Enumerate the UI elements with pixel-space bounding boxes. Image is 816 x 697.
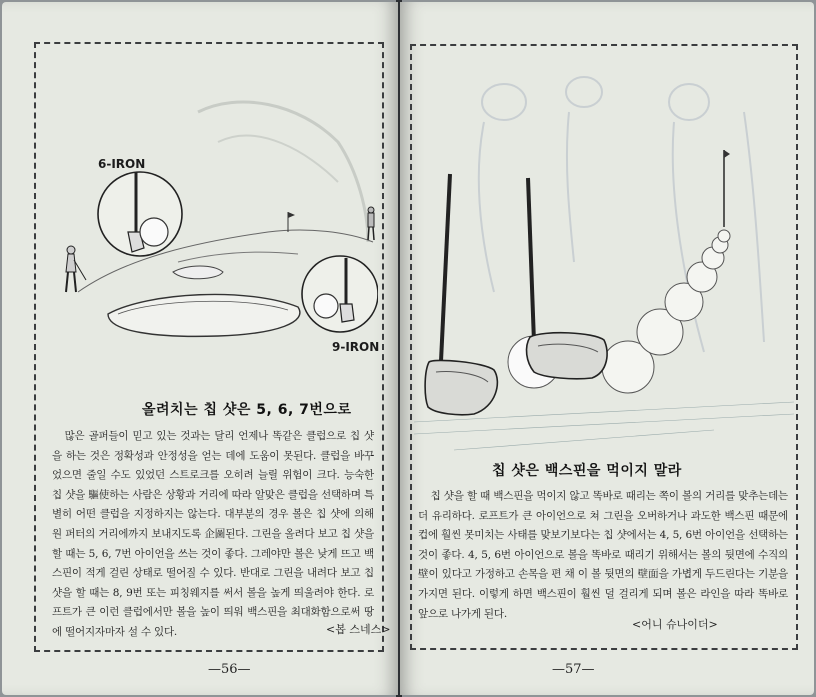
six-iron-inset bbox=[98, 172, 182, 256]
left-heading: 올려치는 칩 샷은 5, 6, 7번으로 bbox=[142, 402, 352, 418]
left-page bbox=[2, 2, 398, 695]
six-iron-label: 6-IRON bbox=[98, 157, 146, 171]
irons-and-balls-illustration bbox=[414, 62, 794, 462]
golfer-left bbox=[66, 246, 86, 292]
iron-club-2 bbox=[527, 178, 608, 379]
right-page-number: —57— bbox=[552, 662, 595, 677]
left-source: <봅 스네스> bbox=[326, 623, 391, 636]
left-page-number: —56— bbox=[208, 662, 251, 677]
right-source: <어니 슈나이더> bbox=[632, 618, 718, 631]
chip-shot-illustration bbox=[38, 82, 378, 372]
right-heading: 칩 샷은 백스핀을 먹이지 말라 bbox=[492, 463, 682, 479]
iron-club-1 bbox=[425, 174, 497, 415]
left-body-text: 많은 골퍼들이 믿고 있는 것과는 달리 언제나 똑같은 클럽으로 칩 샷을 하는 것은 정확성과 안정성을 얻는 데에 도움이 못된다. 클럽을 바꾸었으면 줄일 수도 있었던 스트로크를 오히려 늘릴 위험이 크다. 능숙한 칩 샷을 驅使하는 사람은 상황과 거리에 따라 알맞은 클럽을 선택하며 특별히 어떤 클럽을 지정하지는 않는다. 대부분의 경우 볼은 칩 샷에 의해 원 퍼터의 거리에까지 보내지도록 企圖된다. 그린을 올려다 보고 칩 샷을 할 때는 5, 6, 7번 아이언을 쓰는 것이 좋다. 그레야만 볼은 낮게 뜨고 백스핀이 적게 걸린 상태로 떨어질 수 있다. 반대로 그린을 내려다 보고 칩 샷을 할 때는 8, 9번 또는 피칭웨지를 써서 볼을 높게 띄울려야 한다. 로프트가 큰 이런 클럽에서만 볼을 높이 띄워 백스핀을 최대화함으로써 땅에 떨어지자마자 설 수 있다. bbox=[52, 430, 374, 638]
nine-iron-label: 9-IRON bbox=[332, 340, 380, 354]
golfer-right bbox=[368, 207, 374, 240]
nine-iron-inset bbox=[302, 256, 378, 332]
right-body-text: 칩 샷을 할 때 백스핀을 먹이지 않고 똑바로 때리는 쪽이 볼의 거리를 맞추는데는 더 유리하다. 로프트가 큰 아이언으로 쳐 그린을 오버하거나 과도한 백스핀 때문에 컵에 훨씬 못미치는 사태를 맞보기보다는 칩 샷에서는 4, 5, 6번 아이언을 선택하는 것이 좋다. 4, 5, 6번 아이언으로 볼을 똑바로 때리기 위해서는 볼의 뒷면에 수직의 壁이 있다고 가정하고 손목을 편 채 이 볼 뒷면의 壁面을 가볍게 두드린다는 기분을 가지면 된다. 이렇게 하면 백스핀이 훨씬 덜 걸리게 되며 볼은 라인을 따라 똑바로 앞으로 나가게 된다. bbox=[418, 490, 788, 620]
right-page bbox=[400, 2, 814, 695]
